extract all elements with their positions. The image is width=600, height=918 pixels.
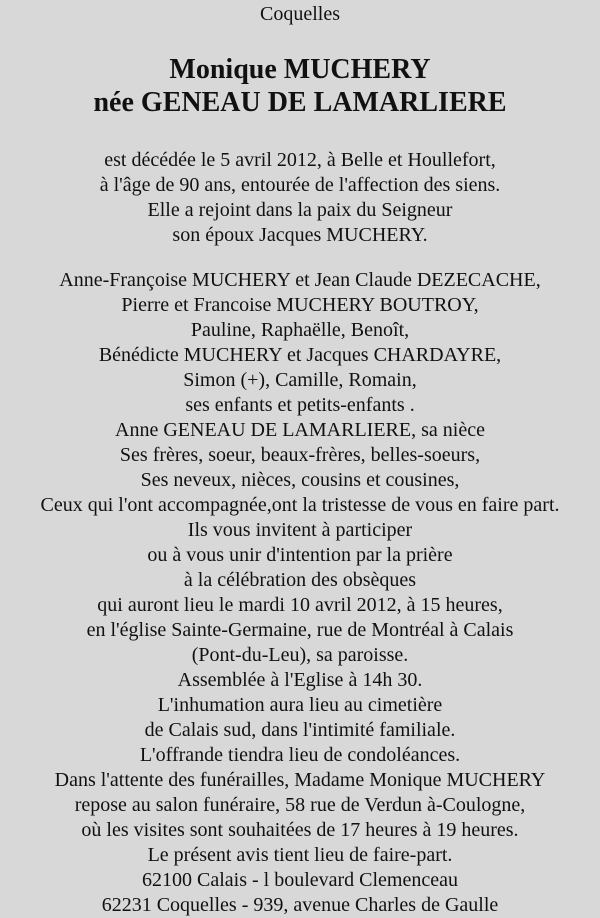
death-announcement-paragraph bbox=[0, 148, 600, 248]
notice-line: Le présent avis tient lieu de faire-part. bbox=[147, 844, 453, 866]
notice-line: Anne GENEAU DE LAMARLIERE, sa nièce bbox=[115, 419, 485, 441]
notice-line: Simon (+), Camille, Romain, bbox=[183, 369, 417, 391]
notice-line: qui auront lieu le mardi 10 avril 2012, à 15 heures, bbox=[97, 594, 503, 616]
announcement-line: Elle a rejoint dans la paix du Seigneur bbox=[147, 199, 453, 221]
notice-line: ou à vous unir d'intention par la prière bbox=[147, 544, 453, 566]
notice-line: Bénédicte MUCHERY et Jacques CHARDAYRE, bbox=[98, 344, 502, 366]
notice-line: Assemblée à l'Eglise à 14h 30. bbox=[177, 669, 423, 691]
notice-line: Ses frères, soeur, beaux-frères, belles-soeurs, bbox=[119, 444, 481, 466]
deceased-name-line: née GENEAU DE LAMARLIERE bbox=[93, 87, 507, 118]
notice-line: L'inhumation aura lieu au cimetière bbox=[157, 694, 443, 716]
announcement-line: est décédée le 5 avril 2012, à Belle et Houllefort, bbox=[104, 149, 496, 171]
notice-line: Anne-Françoise MUCHERY et Jean Claude DEZECACHE, bbox=[59, 269, 541, 291]
announcement-line: son époux Jacques MUCHERY. bbox=[172, 224, 428, 246]
notice-line: 62231 Coquelles - 939, avenue Charles de Gaulle bbox=[101, 894, 499, 916]
notice-line: ses enfants et petits-enfants . bbox=[185, 394, 415, 416]
notice-line: Ils vous invitent à participer bbox=[187, 519, 413, 541]
notice-line: repose au salon funéraire, 58 rue de Verdun à-Coulogne, bbox=[74, 794, 526, 816]
notice-line: (Pont-du-Leu), sa paroisse. bbox=[191, 644, 409, 666]
notice-line: de Calais sud, dans l'intimité familiale. bbox=[144, 719, 456, 741]
family-and-ceremony-paragraph bbox=[0, 268, 600, 918]
deceased-name-line: Monique MUCHERY bbox=[169, 54, 431, 85]
notice-line: où les visites sont souhaitées de 17 heures à 19 heures. bbox=[81, 819, 519, 841]
notice-line: Ses neveux, nièces, cousins et cousines, bbox=[140, 469, 460, 491]
notice-line: à la célébration des obsèques bbox=[183, 569, 417, 591]
notice-line: Pauline, Raphaëlle, Benoît, bbox=[190, 319, 410, 341]
announcement-line: à l'âge de 90 ans, entourée de l'affection des siens. bbox=[99, 174, 501, 196]
notice-line: en l'église Sainte-Germaine, rue de Montréal à Calais bbox=[86, 619, 514, 641]
notice-line: Pierre et Francoise MUCHERY BOUTROY, bbox=[121, 294, 479, 316]
notice-line: L'offrande tiendra lieu de condoléances. bbox=[139, 744, 461, 766]
deceased-name-heading bbox=[0, 53, 600, 119]
notice-line: 62100 Calais - l boulevard Clemenceau bbox=[141, 869, 458, 891]
place-title: Coquelles bbox=[260, 3, 340, 25]
notice-line: Dans l'attente des funérailles, Madame Monique MUCHERY bbox=[54, 769, 546, 791]
notice-line: Ceux qui l'ont accompagnée,ont la tristesse de vous en faire part. bbox=[40, 494, 560, 516]
